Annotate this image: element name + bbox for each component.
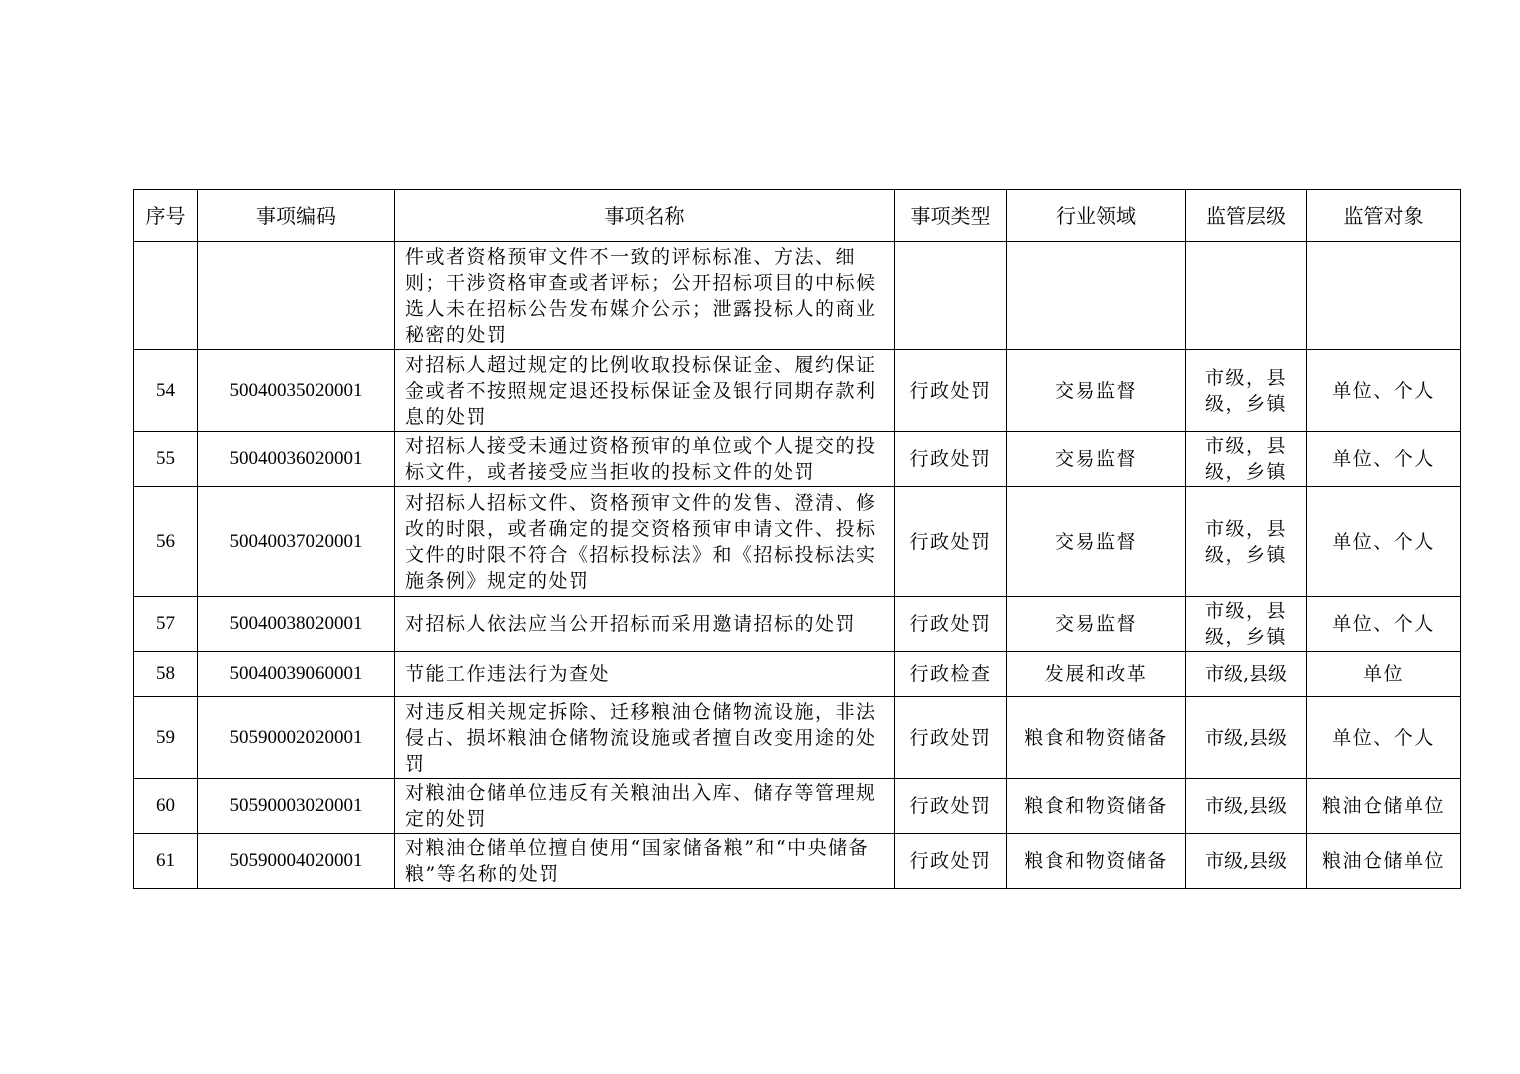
serial-no-cell: 59	[134, 697, 198, 779]
supervision-level-cell: 市级，县级，乡镇	[1186, 432, 1307, 487]
item-name-cell: 对粮油仓储单位违反有关粮油出入库、储存等管理规定的处罚	[395, 779, 895, 834]
item-code-cell: 50590002020001	[198, 697, 395, 779]
table-row	[134, 652, 1461, 697]
item-type-cell: 行政处罚	[895, 697, 1007, 779]
item-type-cell: 行政检查	[895, 652, 1007, 697]
item-name-cell: 节能工作违法行为查处	[395, 652, 895, 697]
industry-field-cell: 交易监督	[1007, 487, 1186, 597]
industry-field-cell: 交易监督	[1007, 432, 1186, 487]
supervision-level-cell: 市级，县级，乡镇	[1186, 597, 1307, 652]
item-name-cell: 件或者资格预审文件不一致的评标标准、方法、细则；干涉资格审查或者评标；公开招标项目的中标候选人未在招标公告发布媒介公示；泄露投标人的商业秘密的处罚	[395, 242, 895, 350]
industry-field-cell	[1007, 242, 1186, 350]
item-type-cell: 行政处罚	[895, 834, 1007, 889]
item-code-cell: 50590004020001	[198, 834, 395, 889]
supervision-level-cell	[1186, 242, 1307, 350]
serial-no-cell: 54	[134, 350, 198, 432]
item-name-cell: 对粮油仓储单位擅自使用“国家储备粮”和“中央储备粮”等名称的处罚	[395, 834, 895, 889]
item-name-cell: 对招标人接受未通过资格预审的单位或个人提交的投标文件，或者接受应当拒收的投标文件的处罚	[395, 432, 895, 487]
table-row	[134, 597, 1461, 652]
supervision-level-cell: 市级，县级，乡镇	[1186, 350, 1307, 432]
supervision-target-cell: 单位	[1307, 652, 1461, 697]
table-row	[134, 350, 1461, 432]
regulatory-items-table	[133, 189, 1461, 889]
header-supervision-target: 监管对象	[1307, 190, 1461, 242]
item-code-cell: 50040035020001	[198, 350, 395, 432]
table-row	[134, 779, 1461, 834]
header-item-code: 事项编码	[198, 190, 395, 242]
industry-field-cell: 粮食和物资储备	[1007, 834, 1186, 889]
industry-field-cell: 交易监督	[1007, 350, 1186, 432]
serial-no-cell: 57	[134, 597, 198, 652]
supervision-target-cell: 粮油仓储单位	[1307, 834, 1461, 889]
item-code-cell: 50040037020001	[198, 487, 395, 597]
serial-no-cell: 60	[134, 779, 198, 834]
item-name-cell: 对招标人超过规定的比例收取投标保证金、履约保证金或者不按照规定退还投标保证金及银行同期存款利息的处罚	[395, 350, 895, 432]
item-name-cell: 对违反相关规定拆除、迁移粮油仓储物流设施，非法侵占、损坏粮油仓储物流设施或者擅自改变用途的处罚	[395, 697, 895, 779]
supervision-target-cell: 单位、个人	[1307, 487, 1461, 597]
header-supervision-level: 监管层级	[1186, 190, 1307, 242]
table-row	[134, 432, 1461, 487]
item-type-cell	[895, 242, 1007, 350]
industry-field-cell: 粮食和物资储备	[1007, 779, 1186, 834]
header-item-type: 事项类型	[895, 190, 1007, 242]
item-name-cell: 对招标人依法应当公开招标而采用邀请招标的处罚	[395, 597, 895, 652]
supervision-level-cell: 市级,县级	[1186, 779, 1307, 834]
supervision-target-cell: 单位、个人	[1307, 697, 1461, 779]
serial-no-cell: 58	[134, 652, 198, 697]
table-row	[134, 487, 1461, 597]
item-type-cell: 行政处罚	[895, 350, 1007, 432]
supervision-level-cell: 市级,县级	[1186, 652, 1307, 697]
header-item-name: 事项名称	[395, 190, 895, 242]
table-row	[134, 834, 1461, 889]
serial-no-cell: 61	[134, 834, 198, 889]
serial-no-cell: 55	[134, 432, 198, 487]
industry-field-cell: 粮食和物资储备	[1007, 697, 1186, 779]
supervision-target-cell: 单位、个人	[1307, 597, 1461, 652]
supervision-target-cell	[1307, 242, 1461, 350]
header-serial-no: 序号	[134, 190, 198, 242]
serial-no-cell: 56	[134, 487, 198, 597]
item-type-cell: 行政处罚	[895, 432, 1007, 487]
industry-field-cell: 交易监督	[1007, 597, 1186, 652]
item-type-cell: 行政处罚	[895, 487, 1007, 597]
supervision-level-cell: 市级,县级	[1186, 834, 1307, 889]
item-code-cell	[198, 242, 395, 350]
item-code-cell: 50040039060001	[198, 652, 395, 697]
serial-no-cell	[134, 242, 198, 350]
table-header-row	[134, 190, 1461, 242]
item-type-cell: 行政处罚	[895, 779, 1007, 834]
item-type-cell: 行政处罚	[895, 597, 1007, 652]
item-code-cell: 50040038020001	[198, 597, 395, 652]
supervision-target-cell: 单位、个人	[1307, 350, 1461, 432]
table-row	[134, 242, 1461, 350]
header-industry-field: 行业领域	[1007, 190, 1186, 242]
industry-field-cell: 发展和改革	[1007, 652, 1186, 697]
table-row	[134, 697, 1461, 779]
supervision-level-cell: 市级,县级	[1186, 697, 1307, 779]
supervision-level-cell: 市级，县级，乡镇	[1186, 487, 1307, 597]
item-code-cell: 50590003020001	[198, 779, 395, 834]
item-name-cell: 对招标人招标文件、资格预审文件的发售、澄清、修改的时限，或者确定的提交资格预审申请文件、投标文件的时限不符合《招标投标法》和《招标投标法实施条例》规定的处罚	[395, 487, 895, 597]
supervision-target-cell: 粮油仓储单位	[1307, 779, 1461, 834]
supervision-target-cell: 单位、个人	[1307, 432, 1461, 487]
item-code-cell: 50040036020001	[198, 432, 395, 487]
